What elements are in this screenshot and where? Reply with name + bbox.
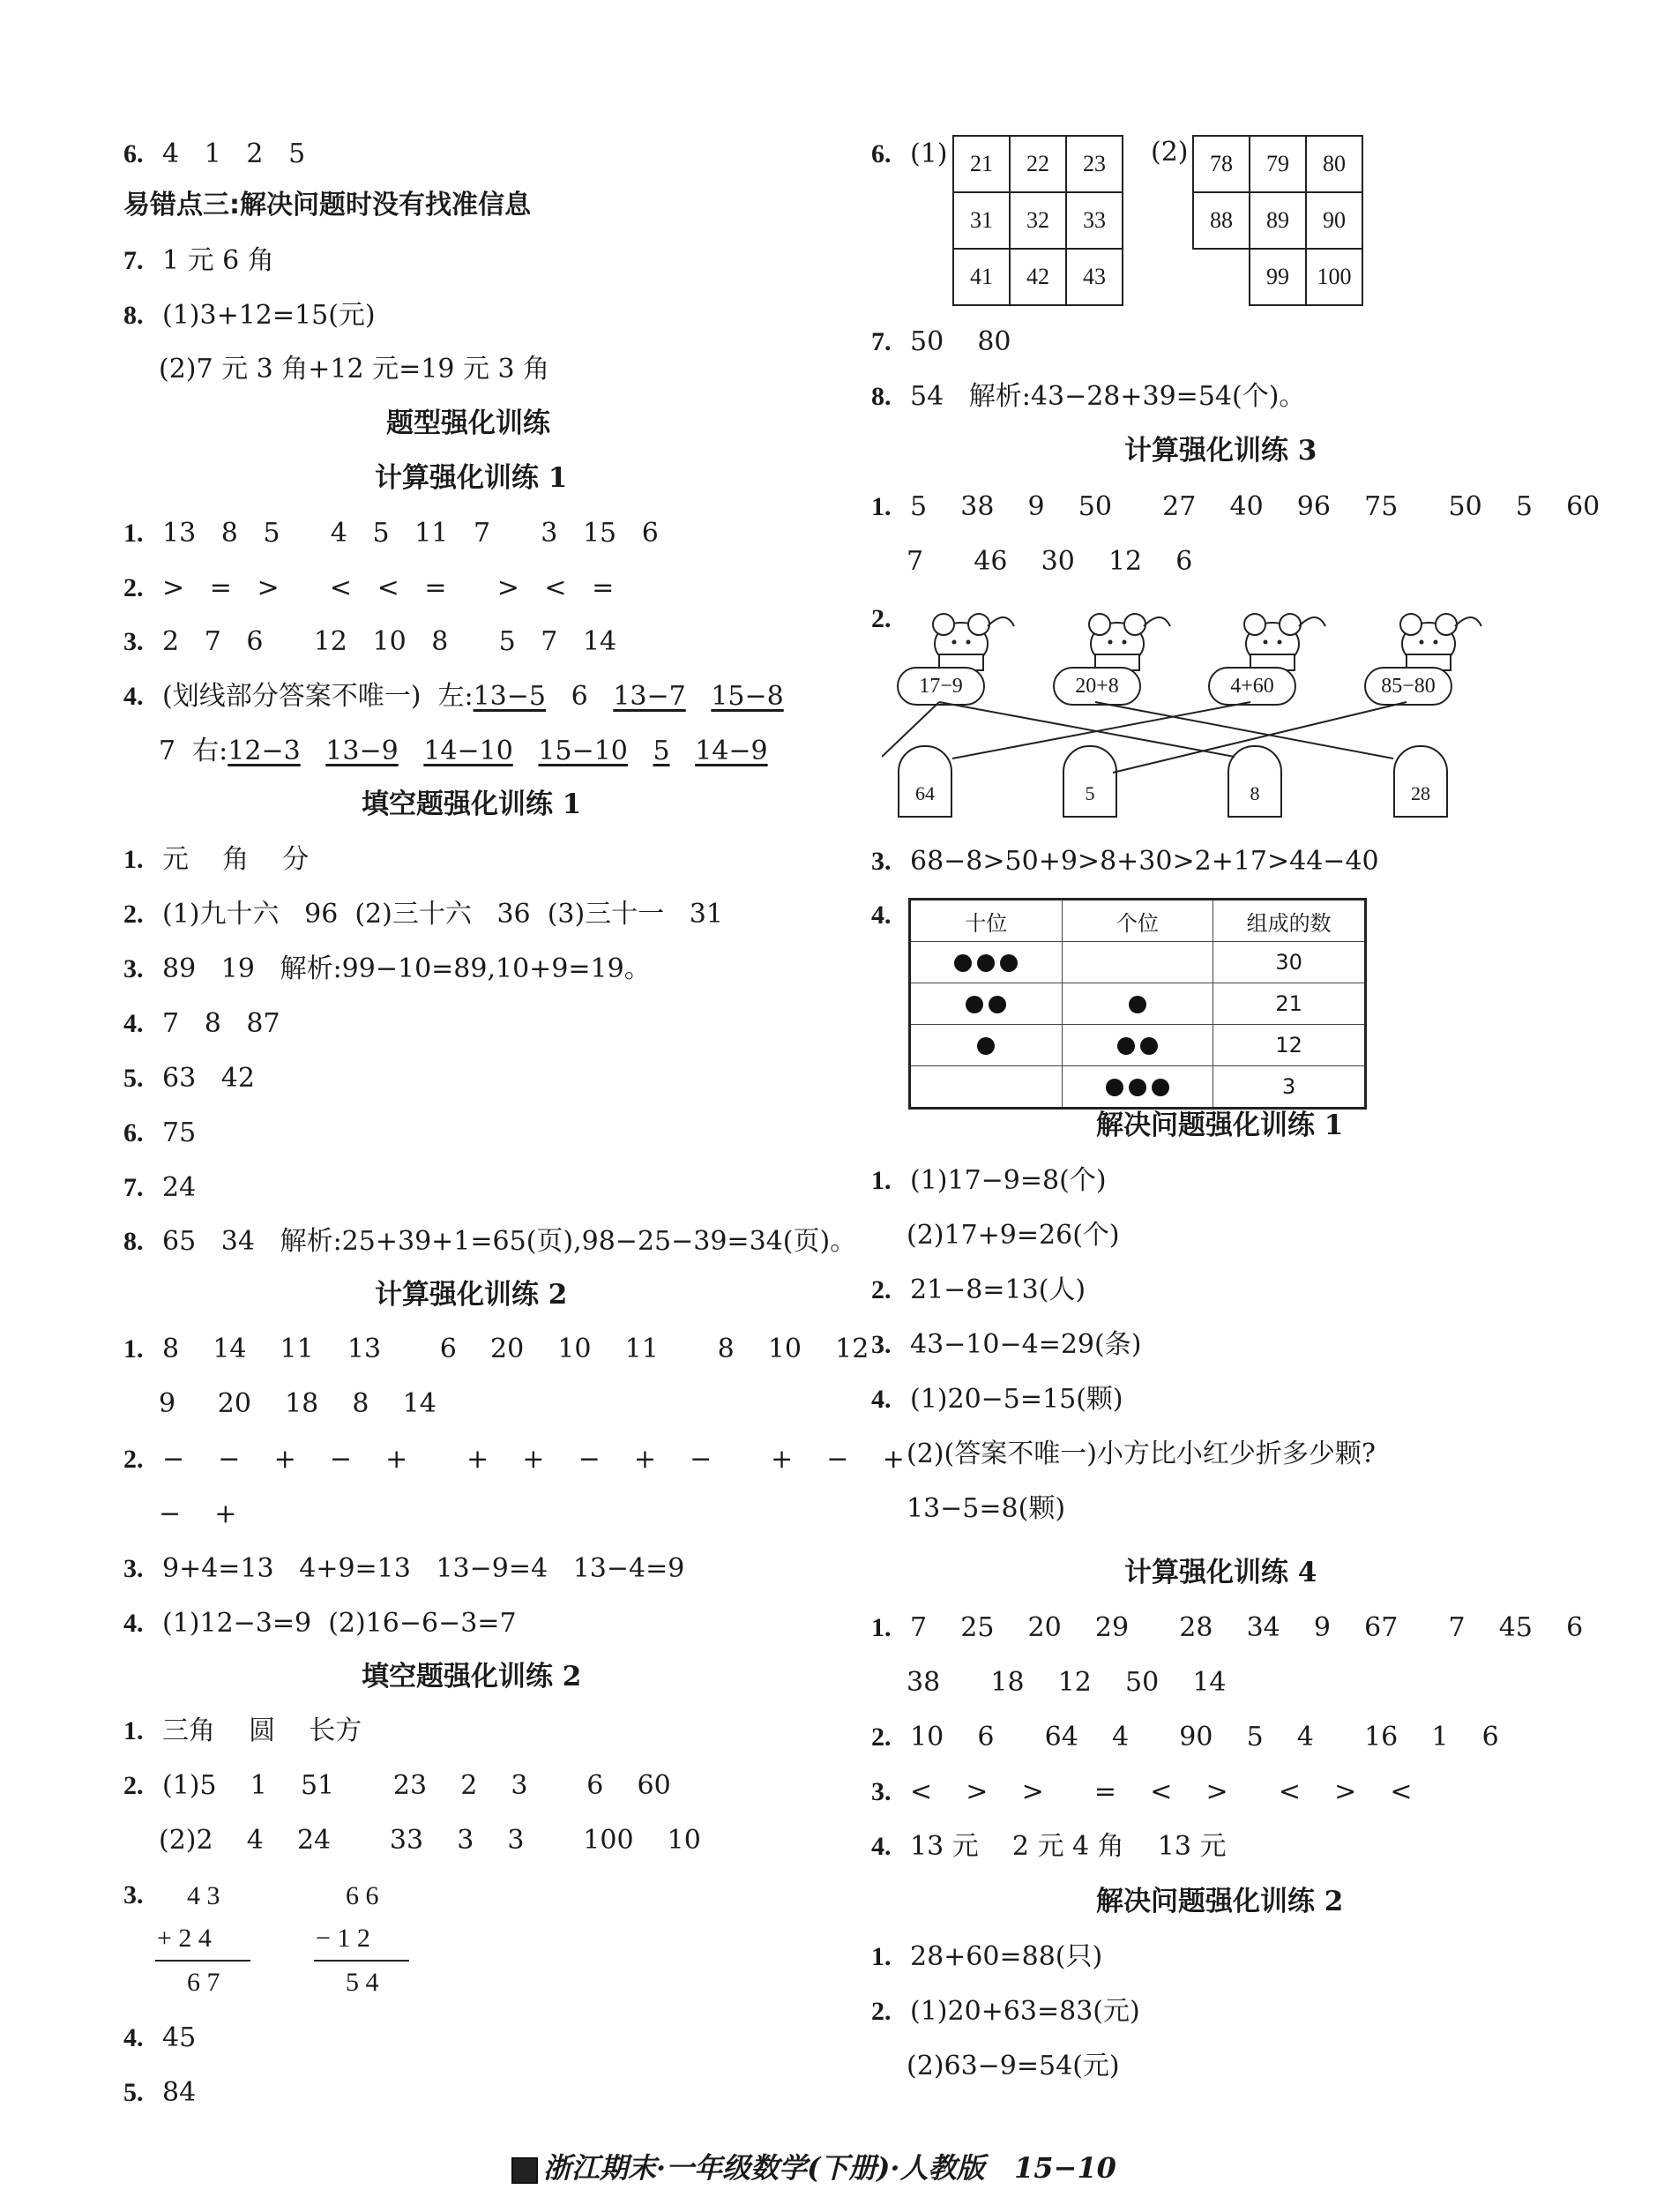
answer-line: 38 18 12 50 14 — [907, 1667, 1227, 1698]
bead-dot — [1129, 1079, 1146, 1096]
grid-cell: 21 — [953, 136, 1010, 192]
section-heading: 计算强化训练 3 — [1124, 435, 1317, 467]
answer-line: 5. 84 — [123, 2077, 197, 2108]
vertical-rule — [155, 1960, 250, 1962]
table-value: 21 — [1213, 983, 1366, 1025]
answer-line: 3. 43−10−4=29(条) — [871, 1329, 1142, 1360]
grid-cell: 22 — [1010, 136, 1066, 192]
section-heading: 解决问题强化训练 2 — [1096, 1886, 1344, 1917]
vertical-mid: + 2 4 — [157, 1924, 212, 1953]
vertical-rule — [314, 1960, 409, 1962]
answer-line: 1. 三角 圆 长方 — [123, 1715, 362, 1746]
table-row — [910, 983, 1366, 1025]
table-row — [910, 1025, 1366, 1066]
door-card: 64 — [898, 745, 952, 818]
bead-dot — [954, 954, 972, 972]
ones-dots — [1062, 1066, 1213, 1109]
grid-cell: 42 — [1010, 249, 1066, 305]
answer-line: 6. 4 1 2 5 — [123, 138, 306, 169]
answer-line: 2. (1)九十六 96 (2)三十六 36 (3)三十一 31 — [123, 899, 723, 930]
section-heading: 计算强化训练 1 — [375, 462, 568, 494]
answer-line: 7 右:12−3 13−9 14−10 15−10 5 14−9 — [159, 736, 768, 766]
answer-line: 3. 89 19 解析:99−10=89,10+9=19。 — [123, 953, 651, 984]
answer-line: − + — [159, 1498, 237, 1529]
answer-line: (2)7 元 3 角+12 元=19 元 3 角 — [159, 354, 550, 385]
answer-line: 1. 5 38 9 50 27 40 96 75 50 5 60 — [871, 491, 1601, 522]
vertical-bot: 6 7 — [187, 1968, 220, 1997]
answer-line: 4. 7 8 87 — [123, 1008, 280, 1039]
ones-dots — [1062, 1025, 1213, 1066]
subpart-label: (2) — [1151, 137, 1189, 168]
answer-line: 9 20 18 8 14 — [159, 1388, 437, 1419]
grid-cell: 90 — [1306, 192, 1362, 249]
answer-line: 7. 1 元 6 角 — [123, 245, 274, 276]
grid-cell: 23 — [1066, 136, 1123, 192]
ones-dots — [1062, 983, 1213, 1025]
section-heading: 填空题强化训练 2 — [362, 1661, 582, 1693]
place-value-table — [908, 898, 1367, 1110]
table-row — [910, 1066, 1366, 1109]
section-heading: 解决问题强化训练 1 — [1096, 1110, 1344, 1141]
vertical-bot: 5 4 — [346, 1968, 379, 1997]
vertical-mid: − 1 2 — [316, 1924, 370, 1953]
table-header: 个位 — [1062, 900, 1213, 942]
bead-dot — [977, 954, 995, 972]
answer-line: 4. (1)20−5=15(颗) — [871, 1384, 1123, 1415]
page-footer — [511, 2146, 1116, 2186]
section-heading: 计算强化训练 4 — [1124, 1557, 1317, 1588]
expression-bubble: 17−9 — [897, 667, 985, 706]
tens-dots — [910, 1066, 1063, 1109]
bead-dot — [989, 996, 1006, 1013]
section-heading: 填空题强化训练 1 — [362, 788, 582, 820]
grid-cell-empty — [1193, 249, 1250, 305]
grid-cell: 33 — [1066, 192, 1123, 249]
grid-cell: 79 — [1250, 136, 1306, 192]
answer-line: 4. (划线部分答案不唯一) 左:13−5 6 13−7 15−8 — [123, 681, 784, 712]
grid-cell: 88 — [1193, 192, 1250, 249]
number-grid-2 — [1192, 135, 1363, 306]
answer-line: 2. — [871, 604, 892, 633]
answer-line: 2. (1)5 1 51 23 2 3 6 60 — [123, 1770, 671, 1801]
bead-dot — [1000, 954, 1018, 972]
answer-line: 3. — [123, 1880, 144, 1909]
door-card: 5 — [1063, 745, 1117, 818]
answer-line: 4. — [871, 900, 892, 930]
vertical-top: 4 3 — [187, 1881, 220, 1910]
tens-dots — [910, 983, 1063, 1025]
grid-cell: 80 — [1306, 136, 1362, 192]
answer-line: 4. 45 — [123, 2022, 197, 2053]
answer-line: 2. (1)20+63=83(元) — [871, 1996, 1140, 2027]
answer-line: 4. 13 元 2 元 4 角 13 元 — [871, 1831, 1227, 1862]
answer-line: 1. 8 14 11 13 6 20 10 11 8 10 12 — [123, 1334, 869, 1364]
answer-line: 1. (1)17−9=8(个) — [871, 1165, 1107, 1196]
footer-text: 浙江期末·一年级数学(下册)·人教版 15−10 — [543, 2151, 1116, 2185]
logo-icon — [511, 2157, 538, 2184]
expression-bubble: 85−80 — [1364, 667, 1452, 706]
answer-line: 2. > = > < < = > < = — [123, 572, 615, 603]
bead-dot — [1117, 1037, 1135, 1055]
tens-dots — [910, 942, 1063, 983]
table-header: 十位 — [910, 900, 1063, 942]
answer-line: 3. 68−8>50+9>8+30>2+17>44−40 — [871, 846, 1379, 877]
door-card: 28 — [1393, 745, 1448, 818]
table-row — [910, 942, 1366, 983]
table-header: 组成的数 — [1213, 900, 1366, 942]
bead-dot — [966, 996, 983, 1013]
answer-line: 7 46 30 12 6 — [907, 546, 1193, 577]
table-value: 12 — [1213, 1025, 1366, 1066]
answer-line: 8. 65 34 解析:25+39+1=65(页),98−25−39=34(页)。 — [123, 1226, 857, 1257]
table-value: 30 — [1213, 942, 1366, 983]
number-grid-1 — [952, 135, 1123, 306]
answer-line: (2)2 4 24 33 3 3 100 10 — [159, 1825, 701, 1856]
answer-line: 3. 2 7 6 12 10 8 5 7 14 — [123, 626, 617, 657]
answer-line: (2)63−9=54(元) — [907, 2051, 1120, 2081]
grid-cell: 100 — [1306, 249, 1362, 305]
tens-dots — [910, 1025, 1063, 1066]
answer-line: 1. 7 25 20 29 28 34 9 67 7 45 6 — [871, 1612, 1584, 1643]
answer-line: 1. 元 角 分 — [123, 844, 310, 875]
answer-line: 13−5=8(颗) — [907, 1493, 1066, 1524]
ones-dots — [1062, 942, 1213, 983]
grid-cell: 31 — [953, 192, 1010, 249]
grid-cell: 43 — [1066, 249, 1123, 305]
grid-cell: 89 — [1250, 192, 1306, 249]
answer-line: 1. 13 8 5 4 5 11 7 3 15 6 — [123, 518, 659, 549]
answer-line: 7. 24 — [123, 1172, 197, 1203]
grid-cell: 32 — [1010, 192, 1066, 249]
answer-line: 3. < > > = < > < > < — [871, 1776, 1413, 1807]
answer-line: 8. (1)3+12=15(元) — [123, 300, 376, 331]
answer-line: 2. 10 6 64 4 90 5 4 16 1 6 — [871, 1722, 1499, 1752]
answer-line: 6. 75 — [123, 1117, 197, 1148]
answer-line: 6. (1) — [871, 138, 948, 169]
bead-dot — [977, 1037, 995, 1055]
answer-line: 8. 54 解析:43−28+39=54(个)。 — [871, 381, 1306, 412]
expression-bubble: 20+8 — [1053, 667, 1141, 706]
answer-line: 1. 28+60=88(只) — [871, 1941, 1103, 1972]
answer-line: 5. 63 42 — [123, 1063, 255, 1094]
table-value: 3 — [1213, 1066, 1366, 1109]
answer-line: 2. − − + − + + + − + − + − + — [123, 1444, 905, 1475]
answer-line: 3. 9+4=13 4+9=13 13−9=4 13−4=9 — [123, 1553, 685, 1584]
answer-line: 4. (1)12−3=9 (2)16−6−3=7 — [123, 1608, 517, 1639]
grid-cell: 99 — [1250, 249, 1306, 305]
bead-dot — [1106, 1079, 1123, 1096]
answer-line: (2)(答案不唯一)小方比小红少折多少颗? — [907, 1439, 1376, 1469]
bead-dot — [1140, 1037, 1158, 1055]
grid-cell: 41 — [953, 249, 1010, 305]
section-note: 易错点三:解决问题时没有找准信息 — [123, 190, 531, 220]
grid-cell: 78 — [1193, 136, 1250, 192]
bead-dot — [1129, 996, 1146, 1013]
answer-line: 2. 21−8=13(人) — [871, 1274, 1086, 1305]
answer-line: 7. 50 80 — [871, 326, 1011, 357]
vertical-top: 6 6 — [346, 1881, 379, 1910]
door-card: 8 — [1227, 745, 1282, 818]
section-heading: 题型强化训练 — [386, 407, 550, 439]
answer-line: (2)17+9=26(个) — [907, 1220, 1120, 1251]
expression-bubble: 4+60 — [1208, 667, 1296, 706]
section-heading: 计算强化训练 2 — [375, 1279, 568, 1311]
bead-dot — [1152, 1079, 1169, 1096]
